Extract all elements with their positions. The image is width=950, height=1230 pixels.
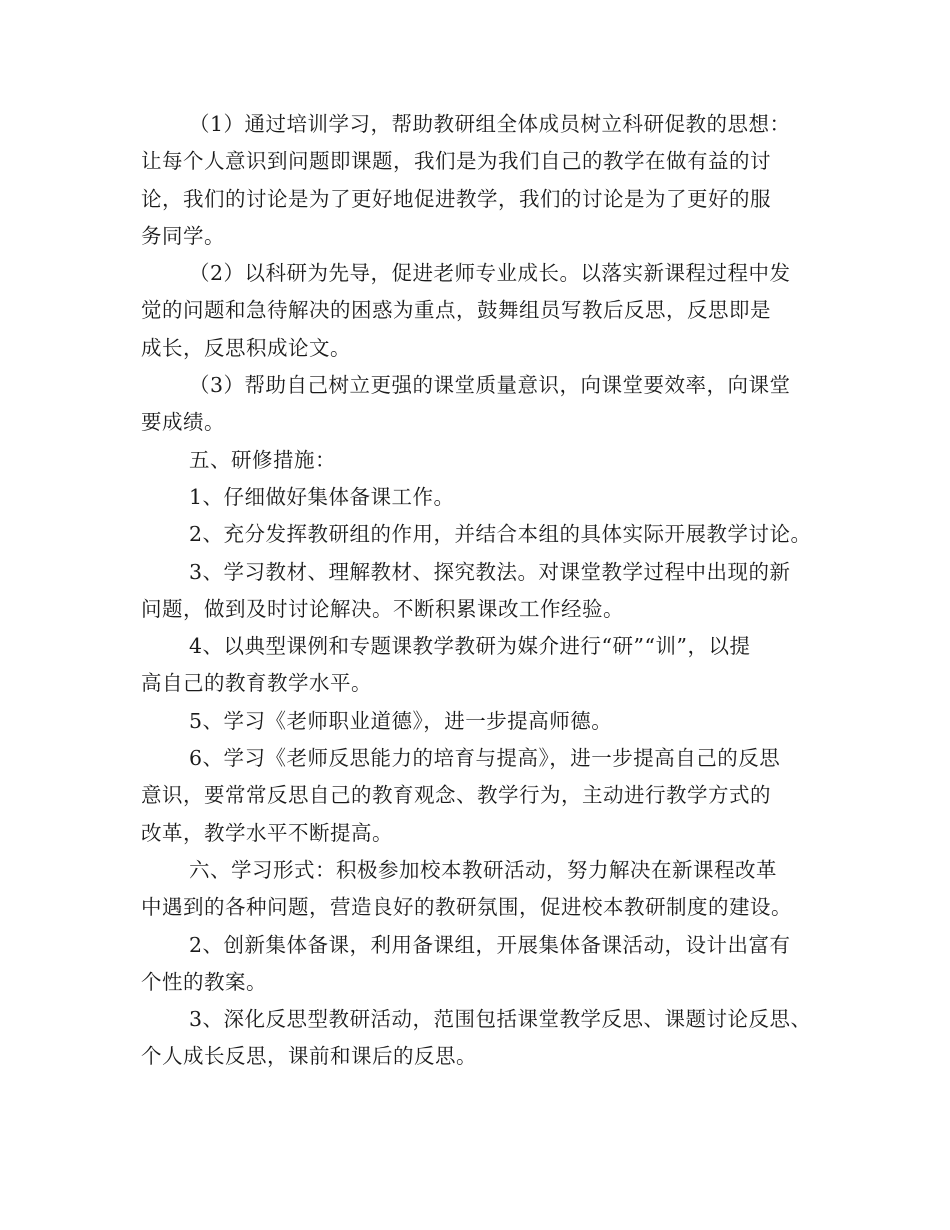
text-line: 3、学习教材、理解教材、探究教法。对课堂教学过程中出现的新 bbox=[189, 559, 791, 584]
section-heading: 五、研修措施： bbox=[189, 447, 336, 472]
text-line: 改革，教学水平不断提高。 bbox=[141, 820, 393, 845]
text-line: 个性的教案。 bbox=[141, 969, 267, 994]
paragraph-goal-2 bbox=[141, 255, 821, 367]
text-line: 2、充分发挥教研组的作用，并结合本组的具体实际开展教学讨论。 bbox=[189, 522, 812, 547]
paragraph-measure-2 bbox=[141, 516, 821, 553]
text-line: 6、学习《老师反思能力的培育与提高》，进一步提高自己的反思 bbox=[189, 746, 781, 771]
paragraph-measure-5 bbox=[141, 703, 821, 740]
text-line: 让每个人意识到问题即课题，我们是为我们自己的教学在做有益的讨 bbox=[141, 149, 771, 174]
text-line: 高自己的教育教学水平。 bbox=[141, 671, 372, 696]
paragraph-measure-4 bbox=[141, 628, 821, 703]
paragraph-measure-6 bbox=[141, 740, 821, 852]
paragraph-form-2 bbox=[141, 927, 821, 1002]
text-line: 4、以典型课例和专题课教学教研为媒介进行“研”“训”，以提 bbox=[189, 634, 751, 659]
text-line: 意识，要常常反思自己的教育观念、教学行为，主动进行教学方式的 bbox=[141, 783, 771, 808]
paragraph-measure-1 bbox=[141, 479, 821, 516]
text-line: 问题，做到及时讨论解决。不断积累课改工作经验。 bbox=[141, 596, 624, 621]
text-line: 个人成长反思，课前和课后的反思。 bbox=[141, 1044, 477, 1069]
text-line: （2）以科研为先导，促进老师专业成长。以落实新课程过程中发 bbox=[189, 261, 791, 286]
text-line: 六、学习形式：积极参加校本教研活动，努力解决在新课程改革 bbox=[189, 857, 777, 882]
text-line: 5、学习《老师职业道德》，进一步提高师德。 bbox=[189, 708, 613, 733]
text-line: 务同学。 bbox=[141, 223, 225, 248]
text-line: （3）帮助自己树立更强的课堂质量意识，向课堂要效率，向课堂 bbox=[189, 373, 791, 398]
section-heading-measures bbox=[141, 442, 821, 479]
paragraph-goal-1 bbox=[141, 106, 821, 255]
document-body bbox=[141, 106, 821, 1076]
text-line: 2、创新集体备课，利用备课组，开展集体备课活动，设计出富有 bbox=[189, 932, 791, 957]
text-line: 中遇到的各种问题，营造良好的教研氛围，促进校本教研制度的建设。 bbox=[141, 895, 792, 920]
paragraph-goal-3 bbox=[141, 367, 821, 442]
text-line: 1、仔细做好集体备课工作。 bbox=[189, 484, 455, 509]
text-line: 3、深化反思型教研活动，范围包括课堂教学反思、课题讨论反思、 bbox=[189, 1007, 812, 1032]
text-line: 成长，反思积成论文。 bbox=[141, 335, 351, 360]
text-line: 觉的问题和急待解决的困惑为重点，鼓舞组员写教后反思，反思即是 bbox=[141, 298, 771, 323]
paragraph-form-3 bbox=[141, 1001, 821, 1076]
text-line: （1）通过培训学习，帮助教研组全体成员树立科研促教的思想： bbox=[189, 112, 791, 136]
section-study-form bbox=[141, 852, 821, 927]
text-line: 要成绩。 bbox=[141, 410, 225, 435]
text-line: 论，我们的讨论是为了更好地促进教学，我们的讨论是为了更好的服 bbox=[141, 186, 771, 211]
paragraph-measure-3 bbox=[141, 554, 821, 629]
